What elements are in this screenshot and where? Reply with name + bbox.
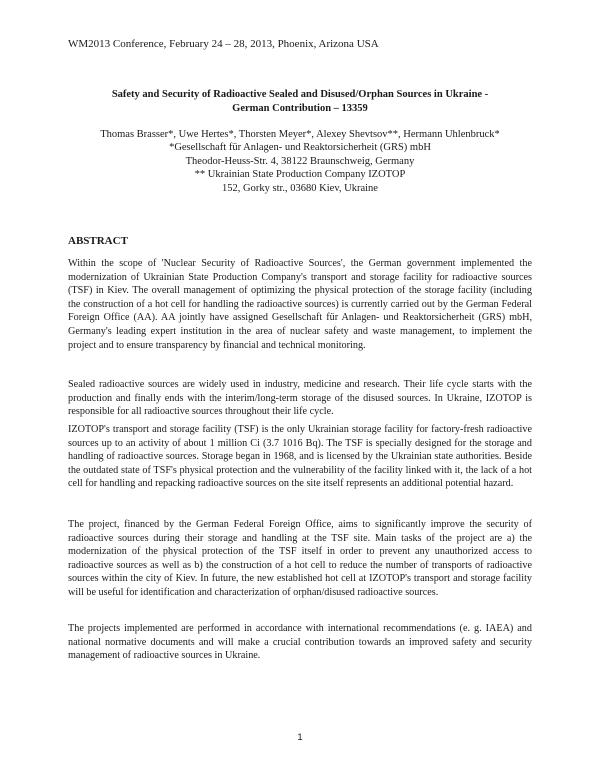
abstract-paragraph-2: Sealed radioactive sources are widely used in industry, medicine and research. Their life cycle starts with the production and finally ends with the interim/long-term storage of the disused sources. In Ukraine, IZOTOP is responsible for all radioactive sources throughout their life cycle. (68, 379, 532, 418)
abstract-heading: ABSTRACT (68, 235, 128, 247)
affiliation-2-name: ** Ukrainian State Production Company IZOTOP (194, 169, 406, 181)
conference-header: WM2013 Conference, February 24 – 28, 2013, Phoenix, Arizona USA (68, 38, 379, 50)
abstract-paragraph-5: The projects implemented are performed in accordance with international recommendations (e. g. IAEA) and national normative documents and will make a crucial contribution towards an improved safety and security management of radioactive sources in Ukraine. (68, 623, 532, 662)
abstract-paragraph-4: The project, financed by the German Federal Foreign Office, aims to significantly improve the security of radioactive sources during their storage and handling at the TSF site. Main tasks of the project are a) the modernization of the physical protection of the TSF itself in order to prevent any unauthorized access to radioactive sources as well as b) the construction of a hot cell to reduce the number of transports of radioactive sources within the city of Kiev. In future, the new established hot cell at IZOTOP's transport and storage facility will be useful for identification and characterization of orphan/disused radioactive sources. (68, 519, 532, 598)
author-list: Thomas Brasser*, Uwe Hertes*, Thorsten Meyer*, Alexey Shevtsov**, Hermann Uhlenbruck* (100, 129, 500, 140)
author-block (68, 128, 532, 195)
abstract-paragraph-1: Within the scope of 'Nuclear Security of Radioactive Sources', the German government implemented the modernization of Ukrainian State Production Company's transport and storage facility for radioactive sources (TSF) in Kiev. The overall management of optimizing the physical protection of the storage facility (including the construction of a hot cell for handling the radioactive sources) is currently carried out by the German Federal Foreign Office (AA). AA jointly have assigned Gesellschaft für Anlagen- und Reaktorsicherheit (GRS) mbH, Germany's leading expert institution in the area of nuclear safety and waste management, to implement the project and to ensure transparency by financial and technical monitoring. (68, 258, 532, 351)
title-line-1: Safety and Security of Radioactive Sealed and Disused/Orphan Sources in Ukraine - (111, 89, 489, 100)
paper-title (68, 88, 532, 116)
affiliation-1-address: Theodor-Heuss-Str. 4, 38122 Braunschweig, Germany (185, 155, 415, 167)
affiliation-1-name: *Gesellschaft für Anlagen- und Reaktorsicherheit (GRS) mbH (169, 142, 431, 154)
affiliation-2-address: 152, Gorky str., 03680 Kiev, Ukraine (222, 182, 378, 194)
page-number: 1 (297, 732, 303, 743)
title-line-2: German Contribution – 13359 (232, 103, 368, 114)
abstract-paragraph-3: IZOTOP's transport and storage facility (TSF) is the only Ukrainian storage facility for factory-fresh radioactive sources up to an activity of about 1 million Ci (3.7 1016 Bq). The TSF is specially designed for the storage and handling of radioactive sources. Storage began in 1968, and is licensed by the Ukrainian state authorities. Beside the outdated state of TSF's physical protection and the vulnerability of the facility linked with it, the lack of a hot cell for handling and repacking radioactive sources on the site itself represents an additional potential hazard. (68, 424, 532, 490)
